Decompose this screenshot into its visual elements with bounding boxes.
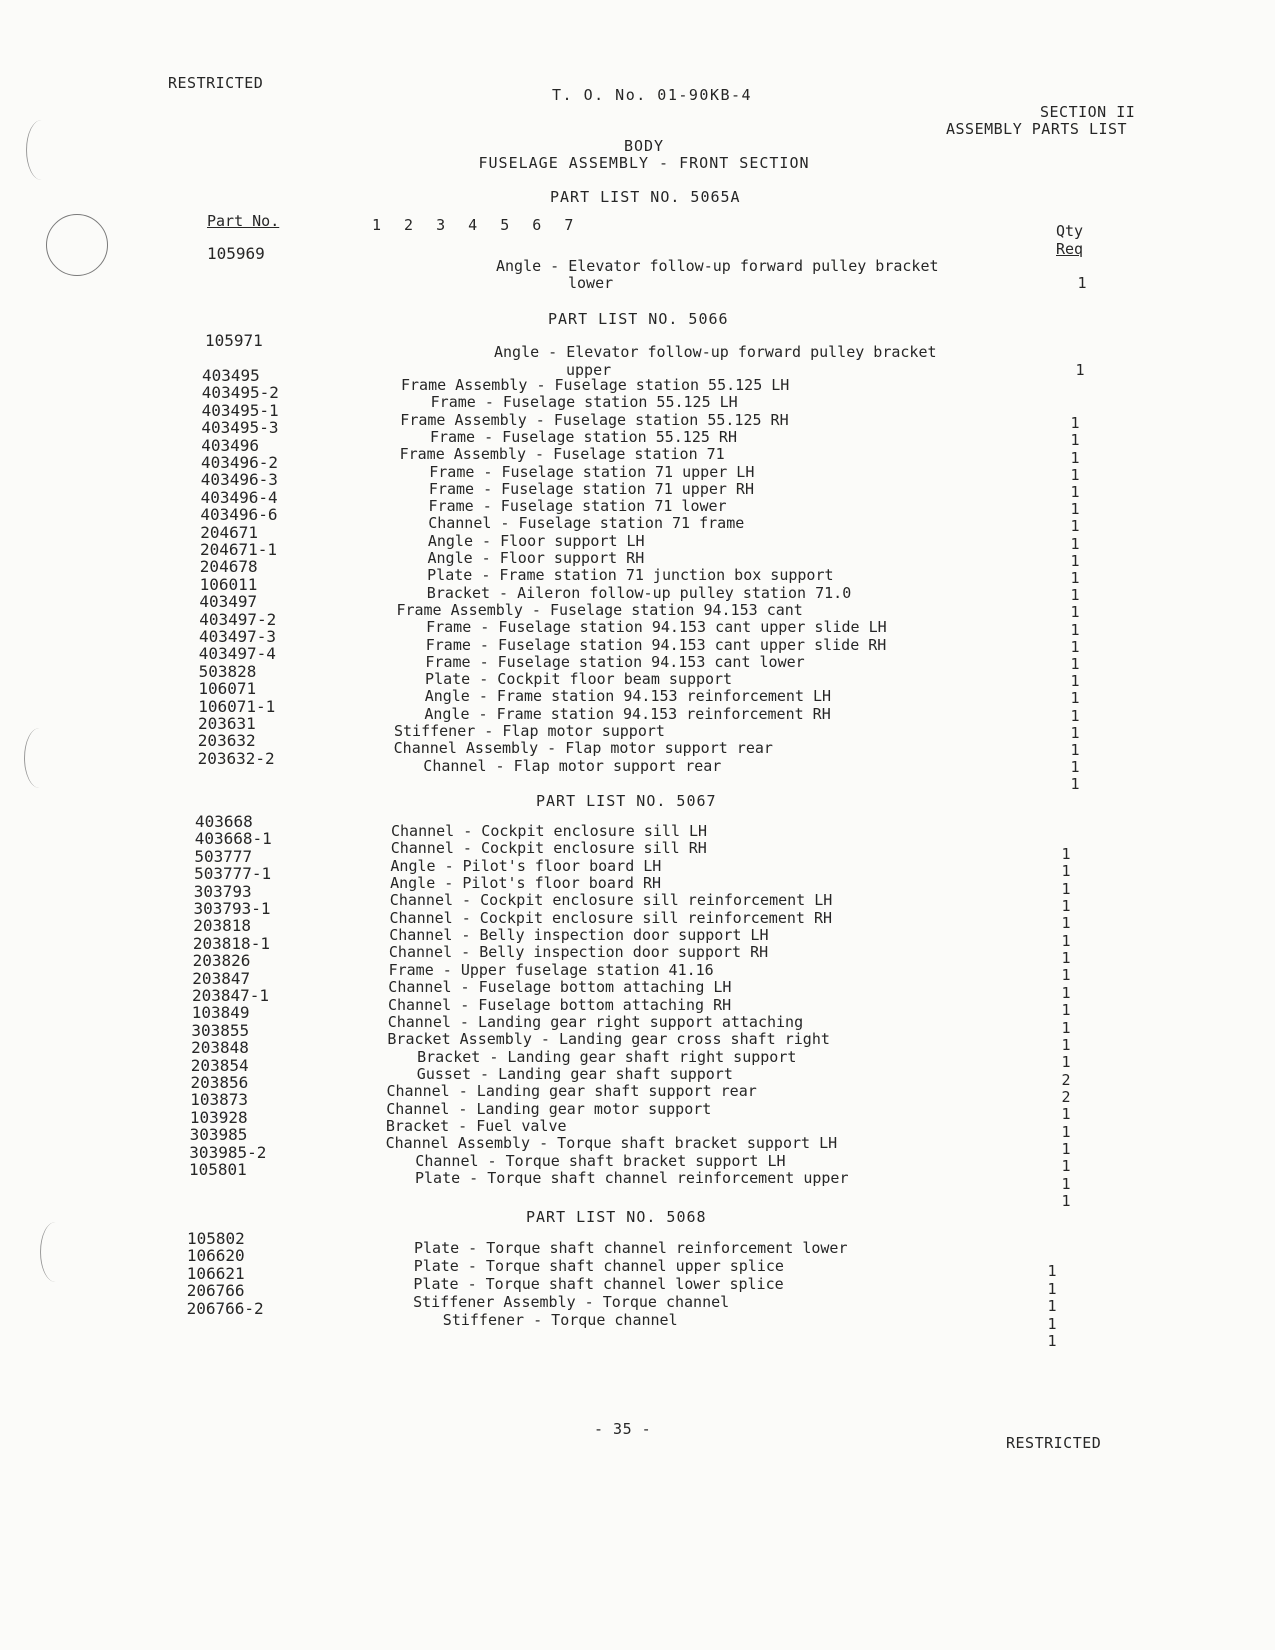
part-description: Frame - Fuselage station 71 upper RH (428, 479, 754, 498)
part-number: 403496-3 (200, 470, 278, 490)
part-description: Channel - Cockpit enclosure sill reinforcement RH (389, 908, 833, 927)
part-number: 503777 (194, 846, 253, 866)
punch-hole-mark (46, 214, 108, 276)
quantity: 1 (1070, 689, 1080, 708)
quantity: 1 (1070, 637, 1080, 656)
quantity: 1 (1070, 586, 1080, 605)
quantity: 1 (1061, 1157, 1071, 1176)
quantity: 1 (1070, 741, 1080, 759)
qty-header: Qty (1056, 222, 1084, 240)
part-description: Bracket - Aileron follow-up pulley station 71.0 (426, 583, 852, 602)
quantity: 1 (1061, 1018, 1071, 1037)
classification-bottom: RESTRICTED (1006, 1434, 1102, 1452)
part-number: 203826 (192, 951, 251, 971)
quantity: 1 (1061, 862, 1071, 881)
quantity: 1 (1061, 1001, 1071, 1020)
quantity: 1 (1070, 603, 1080, 622)
quantity: 1 (1061, 879, 1071, 898)
part-number: 403495-1 (201, 400, 279, 420)
part-description: Plate - Torque shaft channel upper splice (413, 1257, 784, 1275)
part-number: 105971 (205, 331, 263, 350)
part-number: 403668 (195, 812, 253, 831)
part-description: Angle - Elevator follow-up forward pulley bracket (494, 343, 937, 361)
quantity: 1 (1047, 1314, 1057, 1333)
classification-top: RESTRICTED (168, 74, 264, 92)
quantity: 1 (1061, 931, 1071, 950)
part-number: 105801 (189, 1160, 247, 1179)
section-title: ASSEMBLY PARTS LIST (946, 120, 1128, 138)
quantity: 1 (1070, 448, 1080, 467)
quantity: 1 (1070, 758, 1080, 777)
part-number: 204671 (200, 522, 258, 542)
quantity: 1 (1061, 1192, 1071, 1210)
part-number: 403495-2 (201, 383, 279, 403)
part-description: Frame Assembly - Fuselage station 71 (399, 445, 725, 464)
part-description: Plate - Frame station 71 junction box support (427, 566, 834, 585)
indent-levels-header: 1 2 3 4 5 6 7 (372, 216, 578, 234)
title-assembly: FUSELAGE ASSEMBLY - FRONT SECTION (478, 154, 810, 172)
part-description: Channel - Cockpit enclosure sill RH (390, 839, 707, 858)
part-number: 206766 (186, 1281, 245, 1301)
part-description: Plate - Torque shaft channel reinforcement upper (415, 1169, 849, 1187)
quantity: 1 (1070, 465, 1080, 484)
part-number: 106071-1 (198, 696, 276, 716)
quantity: 1 (1061, 983, 1071, 1002)
quantity: 1 (1047, 1332, 1057, 1350)
part-description: Gusset - Landing gear shaft support (416, 1064, 733, 1083)
part-description: Channel - Landing gear motor support (386, 1099, 712, 1118)
part-number: 204678 (199, 557, 258, 577)
part-number: 203632-2 (197, 748, 275, 768)
quantity: 1 (1047, 1262, 1057, 1280)
part-description: Channel - Fuselage bottom attaching LH (388, 978, 732, 997)
part-list-heading: PART LIST NO. 5066 (548, 310, 729, 328)
quantity: 1 (1061, 1105, 1071, 1124)
part-number: 203818 (193, 916, 251, 936)
part-description: Plate - Torque shaft channel reinforcement lower (414, 1239, 848, 1257)
part-number: 303793 (193, 881, 252, 901)
part-description: Channel - Belly inspection door support LH (389, 926, 769, 945)
part-number: 106011 (199, 574, 258, 594)
part-description: Channel - Cockpit enclosure sill reinforcement LH (389, 891, 833, 910)
part-number: 103873 (190, 1090, 248, 1110)
quantity: 1 (1061, 949, 1071, 968)
quantity: 1 (1070, 500, 1080, 519)
part-description: Channel - Cockpit enclosure sill LH (391, 822, 708, 840)
part-number: 403668-1 (194, 829, 272, 849)
part-number: 503777-1 (194, 864, 272, 884)
part-number: 203631 (198, 714, 256, 733)
part-description: Angle - Frame station 94.153 reinforcement RH (424, 704, 831, 723)
part-number: 103849 (191, 1003, 250, 1023)
part-list-heading: PART LIST NO. 5065A (550, 188, 741, 206)
part-number: 203854 (190, 1055, 249, 1075)
part-number: 203847 (192, 968, 251, 988)
part-list-heading: PART LIST NO. 5068 (526, 1208, 707, 1226)
part-number: 206766-2 (186, 1298, 264, 1318)
quantity: 1 (1070, 672, 1080, 691)
quantity: 1 (1070, 534, 1080, 553)
title-body: BODY (623, 137, 665, 155)
part-no-header: Part No. (207, 212, 280, 230)
quantity: 1 (1070, 775, 1080, 794)
part-description: Frame - Upper fuselage station 41.16 (388, 960, 714, 979)
quantity: 1 (1061, 1053, 1071, 1072)
part-number: 103928 (189, 1107, 248, 1127)
part-number: 403497-3 (199, 627, 277, 646)
part-description: Frame - Fuselage station 94.153 cant upper slide LH (426, 618, 887, 637)
part-number: 303855 (191, 1020, 250, 1040)
quantity: 1 (1070, 414, 1080, 433)
part-description: Channel Assembly - Torque shaft bracket support LH (385, 1134, 838, 1153)
part-description: Frame Assembly - Fuselage station 94.153 cant (396, 600, 803, 619)
part-number: 403495-3 (201, 418, 279, 438)
req-header: Req (1056, 240, 1084, 258)
quantity: 1 (1070, 723, 1080, 742)
part-number: 403495 (202, 366, 260, 385)
part-description: Angle - Floor support LH (427, 531, 645, 550)
part-description: Bracket - Fuel valve (385, 1116, 567, 1135)
part-description: Stiffener Assembly - Torque channel (413, 1293, 730, 1311)
quantity: 1 (1061, 1139, 1071, 1158)
part-description: Stiffener - Torque channel (442, 1311, 678, 1329)
part-description: Plate - Torque shaft channel lower splice (413, 1275, 784, 1293)
part-description: Frame Assembly - Fuselage station 55.125 LH (401, 376, 790, 394)
part-number: 203856 (190, 1073, 249, 1092)
part-description: Angle - Pilot's floor board RH (390, 874, 662, 893)
part-number: 403496 (201, 435, 259, 455)
quantity: 1 (1047, 1297, 1057, 1315)
part-number: 106620 (186, 1246, 245, 1266)
part-number: 203848 (191, 1038, 249, 1058)
part-description: Channel - Belly inspection door support RH (388, 943, 769, 962)
document-number: T. O. No. 01-90KB-4 (552, 86, 753, 104)
part-description: Frame - Fuselage station 94.153 cant upper slide RH (425, 635, 887, 654)
part-number: 203818-1 (192, 933, 270, 953)
quantity: 2 (1061, 1087, 1071, 1106)
part-description: Bracket Assembly - Landing gear cross shaft right (387, 1030, 830, 1049)
part-number: 403497 (199, 592, 258, 612)
quantity: 1 (1070, 517, 1080, 536)
part-number: 105802 (187, 1229, 245, 1248)
quantity: 1 (1047, 1279, 1057, 1298)
part-number: 303985 (189, 1125, 248, 1145)
part-number: 403496-2 (201, 453, 279, 472)
quantity: 1 (1061, 897, 1071, 916)
part-description: Bracket - Landing gear shaft right support (417, 1047, 797, 1066)
quantity: 1 (1061, 1035, 1071, 1054)
part-description: Channel - Landing gear right support attaching (387, 1012, 804, 1031)
part-number: 303985-2 (189, 1142, 267, 1162)
part-description-continued: lower (568, 274, 614, 292)
part-number: 403497-2 (199, 609, 277, 629)
quantity: 1 (1070, 431, 1080, 450)
part-number: 204671-1 (200, 540, 278, 559)
quantity: 1 (1061, 1174, 1071, 1193)
part-description: Frame - Fuselage station 71 lower (428, 497, 727, 516)
part-description: Channel - Fuselage station 71 frame (428, 514, 745, 533)
part-number: 503828 (198, 661, 257, 681)
part-description: Channel - Flap motor support rear (423, 756, 722, 775)
quantity: 1 (1070, 569, 1080, 587)
quantity: 1 (1070, 655, 1080, 673)
part-description: Frame - Fuselage station 55.125 RH (429, 427, 737, 446)
quantity: 1 (1075, 361, 1085, 379)
part-number: 403496-4 (200, 487, 278, 507)
part-description: Angle - Pilot's floor board LH (390, 856, 662, 875)
part-description: Frame - Fuselage station 55.125 LH (430, 393, 738, 412)
part-description: Frame Assembly - Fuselage station 55.125 RH (400, 410, 789, 429)
part-number: 106621 (186, 1263, 245, 1283)
part-description: Stiffener - Flap motor support (394, 722, 665, 740)
section-label: SECTION II (1040, 103, 1136, 121)
part-number: 106071 (198, 679, 257, 699)
part-description: Channel - Fuselage bottom attaching RH (388, 995, 732, 1014)
quantity: 1 (1070, 483, 1080, 501)
quantity: 1 (1070, 620, 1080, 639)
part-number: 203632 (197, 731, 256, 751)
punch-hole-shadow (24, 728, 55, 788)
quantity: 1 (1061, 1122, 1071, 1141)
punch-hole-shadow (40, 1222, 71, 1282)
quantity: 1 (1070, 551, 1080, 570)
quantity: 1 (1070, 706, 1080, 725)
part-number: 403497-4 (198, 644, 276, 664)
part-number: 203847-1 (192, 986, 270, 1005)
part-number: 403496-6 (200, 505, 278, 525)
quantity: 1 (1077, 274, 1087, 292)
part-number: 105969 (207, 244, 265, 263)
part-description: Angle - Elevator follow-up forward pulley bracket (496, 257, 939, 275)
quantity: 1 (1061, 966, 1071, 985)
part-description-continued: upper (566, 361, 612, 379)
part-description: Channel Assembly - Flap motor support rear (393, 739, 773, 758)
part-list-heading: PART LIST NO. 5067 (536, 792, 717, 810)
part-description: Angle - Floor support RH (427, 549, 645, 567)
page-number: - 35 - (594, 1420, 652, 1438)
part-description: Frame - Fuselage station 71 upper LH (429, 462, 755, 481)
part-description: Angle - Frame station 94.153 reinforcement LH (424, 687, 832, 706)
part-number: 303793-1 (193, 899, 271, 918)
quantity: 2 (1061, 1070, 1071, 1089)
part-description: Channel - Torque shaft bracket support LH (415, 1151, 786, 1170)
part-description: Frame - Fuselage station 94.153 cant lower (425, 652, 805, 671)
quantity: 1 (1061, 845, 1071, 863)
quantity: 1 (1061, 914, 1071, 933)
part-description: Plate - Cockpit floor beam support (425, 670, 733, 689)
punch-hole-shadow (26, 120, 57, 180)
part-description: Channel - Landing gear shaft support rear (386, 1082, 757, 1101)
